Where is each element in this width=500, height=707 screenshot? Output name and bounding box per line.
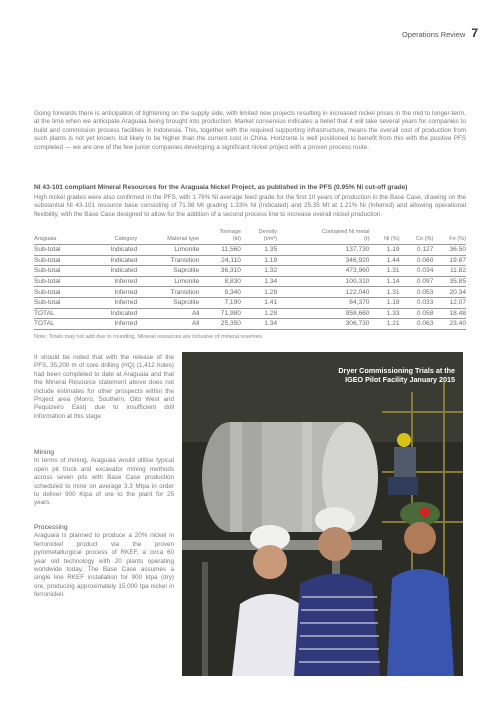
table-note: Note: Totals may not add due to rounding. Mineral resources are inclusive of mineral reserves. bbox=[34, 334, 264, 340]
table-cell: Limonite bbox=[137, 245, 199, 256]
table-cell: 0.053 bbox=[400, 287, 434, 298]
table-cell: 71,980 bbox=[199, 308, 241, 319]
table-cell: 1.34 bbox=[241, 319, 277, 330]
processing-text: Araguaia is planned to produce a 20% nickel in ferronickel product via the proven pyrometallurgical process of RKEF, a circa 60 year old technology with 20 plants operating worldwide today. The Base Case assumes a single line RKEF installation for 900 ktpa (dry) ore, producing approximately 15,000 tpa nickel in ferronickel. bbox=[34, 532, 174, 599]
table-cell: 11,560 bbox=[199, 245, 241, 256]
table-cell: All bbox=[137, 308, 199, 319]
page-number: 7 bbox=[471, 26, 478, 40]
table-cell: 20.34 bbox=[433, 287, 466, 298]
intro-paragraph: Going forwards there is anticipation of tightening on the supply side, with limited new projects resulting in increased nickel prices in the mid to longer-term, at the time when we anticipate Araguaia being brought into production. Market consensus indicates a belief that it will take several years for companies to build and commission process facilities in Indonesia. This, together with the required supporting infrastructure, means the overall cost of production from such plants is not yet known, but likely to be higher than the current cost in China. Horizonte is well positioned to benefit from this with the positive PFS completed — we are one of the few junior companies developing a significant nickel project with a proven process route. bbox=[34, 110, 466, 151]
table-cell: 24,110 bbox=[199, 255, 241, 266]
table-cell: 1.33 bbox=[369, 308, 399, 319]
table-row bbox=[34, 308, 466, 319]
table-cell: Limonite bbox=[137, 276, 199, 287]
table-cell: 0.127 bbox=[400, 245, 434, 256]
table-cell: 1.31 bbox=[369, 287, 399, 298]
table-cell: 36.50 bbox=[433, 245, 466, 256]
caption-line-1: Dryer Commissioning Trials at the bbox=[338, 366, 455, 375]
processing-heading: Processing bbox=[34, 524, 68, 531]
table-title: NI 43-101 compliant Mineral Resources for the Araguaia Nickel Project, as published in the PFS (0.95% Ni cut-off grade) bbox=[34, 184, 408, 191]
table-cell: 35.85 bbox=[433, 276, 466, 287]
mining-heading: Mining bbox=[34, 449, 55, 456]
page-header bbox=[402, 26, 478, 40]
column-header: Contained Ni metal (t) bbox=[277, 229, 369, 245]
table-cell: Sub-total bbox=[34, 297, 85, 308]
table-cell: 23.40 bbox=[433, 319, 466, 330]
table-cell: 1.19 bbox=[369, 245, 399, 256]
table-cell: 84,370 bbox=[277, 297, 369, 308]
column-header: Density (t/m³) bbox=[241, 229, 277, 245]
table-cell: Indicated bbox=[85, 308, 137, 319]
table-cell: 0.033 bbox=[400, 297, 434, 308]
table-cell: TOTAL bbox=[34, 319, 85, 330]
table-intro-paragraph: High nickel grades were also confirmed in the PFS, with 1.76% Ni average feed grade for the first 10 years of production in the Base Case, drawing on the substantial NI 43-101 resource base consisting of 71.98 Mt grading 1.33% Ni (Indicated) and 25.35 Mt at 1.21% Ni (Inferred) and allowing operational flexibility, with the Base Case designed to allow for the addition of a second process line to increase overall nickel production. bbox=[34, 194, 466, 218]
drilling-paragraph: It should be noted that with the release of the PFS, 35,200 m of core drilling (HQ) (1,412 holes) had been completed to date at Araguaia and that the Mineral Resource statement above does not include estimates for other prospects within the Project area (Morro, Southern, Oito West and Pequizeiro East) due to insufficient drill information at this stage. bbox=[34, 354, 174, 420]
table-row bbox=[34, 276, 466, 287]
table-cell: Sub-total bbox=[34, 245, 85, 256]
table-row bbox=[34, 287, 466, 298]
dryer-commissioning-photo bbox=[182, 352, 463, 676]
table-cell: 137,730 bbox=[277, 245, 369, 256]
table-cell: 8,830 bbox=[199, 276, 241, 287]
photo-caption bbox=[338, 366, 455, 384]
table-cell: Sub-total bbox=[34, 255, 85, 266]
table-cell: 11.82 bbox=[433, 266, 466, 277]
table-cell: 25,350 bbox=[199, 319, 241, 330]
table-body bbox=[34, 245, 466, 330]
mineral-resources-table bbox=[34, 229, 466, 330]
table-cell: Inferred bbox=[85, 276, 137, 287]
table-cell: 1.31 bbox=[369, 266, 399, 277]
table-cell: 1.19 bbox=[241, 255, 277, 266]
table-cell: 0.034 bbox=[400, 266, 434, 277]
table-cell: 1.32 bbox=[241, 266, 277, 277]
table-row bbox=[34, 266, 466, 277]
table-cell: Indicated bbox=[85, 245, 137, 256]
column-header: Category bbox=[85, 229, 137, 245]
table-cell: 1.34 bbox=[241, 276, 277, 287]
column-header: Co (%) bbox=[400, 229, 434, 245]
table-cell: 1.35 bbox=[241, 245, 277, 256]
column-header: Tonnage (kt) bbox=[199, 229, 241, 245]
table-cell: Transition bbox=[137, 287, 199, 298]
table-cell: TOTAL bbox=[34, 308, 85, 319]
table-cell: 122,040 bbox=[277, 287, 369, 298]
processing-section bbox=[34, 524, 174, 600]
table-cell: Sub-total bbox=[34, 266, 85, 277]
mining-text: In terms of mining, Araguaia would utilise typical open pit truck and excavator mining methods across seven pits with Base Case production scheduled to mine on average 3.3 Mtpa in order to deliver 900 Ktpa of ore to the plant for 25 years. bbox=[34, 457, 174, 507]
table-cell: Transition bbox=[137, 255, 199, 266]
table-row bbox=[34, 245, 466, 256]
table-cell: 1.28 bbox=[241, 308, 277, 319]
table-cell: 18.48 bbox=[433, 308, 466, 319]
table-cell: Inferred bbox=[85, 297, 137, 308]
table-header-row bbox=[34, 229, 466, 245]
table-cell: 1.41 bbox=[241, 297, 277, 308]
table-cell: Sub-total bbox=[34, 276, 85, 287]
table-cell: Indicated bbox=[85, 255, 137, 266]
table-cell: 0.060 bbox=[400, 255, 434, 266]
table-cell: 0.063 bbox=[400, 319, 434, 330]
table-cell: 958,660 bbox=[277, 308, 369, 319]
table-cell: 0.058 bbox=[400, 308, 434, 319]
column-header: Material type bbox=[137, 229, 199, 245]
photo-illustration bbox=[182, 352, 463, 676]
table-cell: 19.87 bbox=[433, 255, 466, 266]
table-cell: Indicated bbox=[85, 266, 137, 277]
table-cell: 346,920 bbox=[277, 255, 369, 266]
table-cell: Inferred bbox=[85, 319, 137, 330]
table-cell: 9,340 bbox=[199, 287, 241, 298]
table-cell: 100,310 bbox=[277, 276, 369, 287]
section-title: Operations Review bbox=[401, 30, 466, 39]
table-cell: 306,730 bbox=[277, 319, 369, 330]
table-cell: 7,190 bbox=[199, 297, 241, 308]
table-cell: Saprolite bbox=[137, 297, 199, 308]
column-header: Araguaia bbox=[34, 229, 85, 245]
table-row bbox=[34, 255, 466, 266]
caption-line-2: IGEO Pilot Facility January 2015 bbox=[345, 375, 455, 384]
column-header: Fe (%) bbox=[433, 229, 466, 245]
table-cell: Inferred bbox=[85, 287, 137, 298]
table-cell: 1.44 bbox=[369, 255, 399, 266]
table-cell: 36,310 bbox=[199, 266, 241, 277]
table-cell: Saprolite bbox=[137, 266, 199, 277]
table-row bbox=[34, 297, 466, 308]
table-cell: Sub-total bbox=[34, 287, 85, 298]
table-cell: 1.28 bbox=[241, 287, 277, 298]
table-cell: 473,960 bbox=[277, 266, 369, 277]
table-cell: 12.07 bbox=[433, 297, 466, 308]
table-cell: 1.18 bbox=[369, 297, 399, 308]
table-cell: All bbox=[137, 319, 199, 330]
table-cell: 1.21 bbox=[369, 319, 399, 330]
column-header: Ni (%) bbox=[369, 229, 399, 245]
table-cell: 1.14 bbox=[369, 276, 399, 287]
mining-section bbox=[34, 449, 174, 508]
table-cell: 0.097 bbox=[400, 276, 434, 287]
table-row bbox=[34, 319, 466, 330]
